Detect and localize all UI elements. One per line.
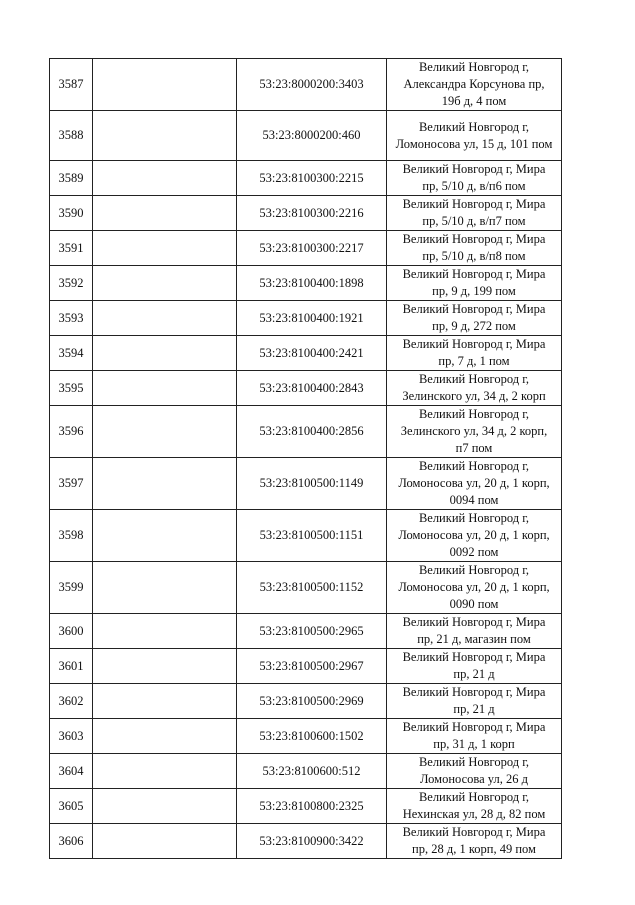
empty-cell [93,614,237,649]
empty-cell [93,196,237,231]
table-row [50,266,562,301]
cadastral-number: 53:23:8000200:3403 [237,59,387,111]
cadastral-number: 53:23:8100400:2856 [237,406,387,458]
address-cell [387,510,562,562]
row-number: 3598 [50,510,93,562]
empty-cell [93,111,237,161]
empty-cell [93,684,237,719]
address-line: Ломоносова ул, 20 д, 1 корп, [398,580,550,594]
address-line: пр, 9 д, 272 пом [432,319,516,333]
address-line: п7 пом [455,441,493,455]
table-row [50,614,562,649]
row-number: 3591 [50,231,93,266]
address-line: Великий Новгород г, [418,755,530,769]
empty-cell [93,336,237,371]
address-cell [387,562,562,614]
address-line: пр, 5/10 д, в/п7 пом [422,214,526,228]
empty-cell [93,301,237,336]
table-row [50,336,562,371]
address-line: пр, 5/10 д, в/п6 пом [422,179,526,193]
row-number: 3593 [50,301,93,336]
cadastral-number: 53:23:8100400:1898 [237,266,387,301]
address-cell [387,824,562,859]
table-row [50,649,562,684]
row-number: 3596 [50,406,93,458]
empty-cell [93,458,237,510]
address-line: Великий Новгород г, Мира [402,615,546,629]
address-cell [387,59,562,111]
address-cell [387,614,562,649]
cadastral-number: 53:23:8100400:1921 [237,301,387,336]
cadastral-number: 53:23:8100500:2969 [237,684,387,719]
address-line: пр, 5/10 д, в/п8 пом [422,249,526,263]
address-cell [387,161,562,196]
address-line: 0090 пом [449,597,499,611]
address-line: Великий Новгород г, Мира [402,650,546,664]
address-line: пр, 7 д, 1 пом [438,354,510,368]
cadastral-number: 53:23:8100300:2216 [237,196,387,231]
row-number: 3599 [50,562,93,614]
table-row [50,684,562,719]
table-row [50,406,562,458]
table-row [50,510,562,562]
address-line: Зелинского ул, 34 д, 2 корп [402,389,546,403]
address-line: Великий Новгород г, [418,372,530,386]
table-row [50,59,562,111]
row-number: 3602 [50,684,93,719]
address-line: Ломоносова ул, 20 д, 1 корп, [398,528,550,542]
address-cell [387,406,562,458]
cadastral-number: 53:23:8100500:2965 [237,614,387,649]
cadastral-number: 53:23:8100300:2217 [237,231,387,266]
table-row [50,719,562,754]
table-row [50,231,562,266]
table-row [50,196,562,231]
registry-body [50,59,562,859]
table-row [50,111,562,161]
address-line: Великий Новгород г, Мира [402,685,546,699]
address-line: Великий Новгород г, [418,60,530,74]
address-line: Нехинская ул, 28 д, 82 пом [402,807,546,821]
cadastral-number: 53:23:8000200:460 [237,111,387,161]
address-cell [387,754,562,789]
empty-cell [93,231,237,266]
address-line: 0094 пом [449,493,499,507]
address-line: Великий Новгород г, [418,790,530,804]
row-number: 3587 [50,59,93,111]
cadastral-number: 53:23:8100500:1151 [237,510,387,562]
address-line: Зелинского ул, 34 д, 2 корп, [400,424,548,438]
address-line: Великий Новгород г, Мира [402,302,546,316]
address-line: пр, 28 д, 1 корп, 49 пом [412,842,536,856]
address-line: Ломоносова ул, 26 д [420,772,528,786]
table-row [50,789,562,824]
address-cell [387,458,562,510]
cadastral-number: 53:23:8100300:2215 [237,161,387,196]
cadastral-number: 53:23:8100900:3422 [237,824,387,859]
empty-cell [93,510,237,562]
row-number: 3589 [50,161,93,196]
empty-cell [93,649,237,684]
address-line: Великий Новгород г, Мира [402,825,546,839]
row-number: 3603 [50,719,93,754]
empty-cell [93,161,237,196]
cadastral-number: 53:23:8100800:2325 [237,789,387,824]
row-number: 3605 [50,789,93,824]
cadastral-number: 53:23:8100400:2843 [237,371,387,406]
address-cell [387,231,562,266]
address-cell [387,111,562,161]
row-number: 3606 [50,824,93,859]
table-row [50,458,562,510]
table-row [50,161,562,196]
empty-cell [93,266,237,301]
table-row [50,562,562,614]
table-row [50,754,562,789]
address-cell [387,196,562,231]
address-line: Ломоносова ул, 15 д, 101 пом [395,136,553,151]
row-number: 3601 [50,649,93,684]
empty-cell [93,371,237,406]
cadastral-number: 53:23:8100500:1149 [237,458,387,510]
address-cell [387,719,562,754]
address-line: Великий Новгород г, [418,459,530,473]
address-line: Великий Новгород г, [418,563,530,577]
address-line: Великий Новгород г, Мира [402,162,546,176]
address-cell [387,371,562,406]
table-row [50,371,562,406]
row-number: 3594 [50,336,93,371]
empty-cell [93,824,237,859]
address-cell [387,649,562,684]
address-line: Ломоносова ул, 20 д, 1 корп, [398,476,550,490]
address-line: Великий Новгород г, Мира [402,267,546,281]
address-line: пр, 21 д [453,667,495,681]
address-line: Великий Новгород г, [418,119,530,134]
address-line: Великий Новгород г, Мира [402,337,546,351]
address-cell [387,266,562,301]
address-line: пр, 31 д, 1 корп [433,737,515,751]
address-line: Великий Новгород г, Мира [402,232,546,246]
address-cell [387,684,562,719]
empty-cell [93,719,237,754]
empty-cell [93,754,237,789]
address-line: Великий Новгород г, [418,407,530,421]
row-number: 3590 [50,196,93,231]
row-number: 3595 [50,371,93,406]
cadastral-number: 53:23:8100500:2967 [237,649,387,684]
row-number: 3604 [50,754,93,789]
table-row [50,824,562,859]
row-number: 3600 [50,614,93,649]
empty-cell [93,562,237,614]
address-line: Великий Новгород г, [418,511,530,525]
address-line: Александра Корсунова пр, [403,77,545,91]
address-cell [387,301,562,336]
address-line: пр, 21 д [453,702,495,716]
cadastral-number: 53:23:8100600:1502 [237,719,387,754]
row-number: 3597 [50,458,93,510]
cadastral-number: 53:23:8100500:1152 [237,562,387,614]
address-cell [387,336,562,371]
address-line: 19б д, 4 пом [441,94,507,108]
cadastral-number: 53:23:8100400:2421 [237,336,387,371]
address-line: Великий Новгород г, Мира [402,720,546,734]
empty-cell [93,59,237,111]
row-number: 3592 [50,266,93,301]
address-line: 0092 пом [449,545,499,559]
address-cell [387,789,562,824]
registry-table [49,58,562,859]
address-line: Великий Новгород г, Мира [402,197,546,211]
cadastral-number: 53:23:8100600:512 [237,754,387,789]
address-line: пр, 21 д, магазин пом [417,632,531,646]
address-line: пр, 9 д, 199 пом [432,284,516,298]
empty-cell [93,789,237,824]
table-row [50,301,562,336]
row-number: 3588 [50,111,93,161]
empty-cell [93,406,237,458]
